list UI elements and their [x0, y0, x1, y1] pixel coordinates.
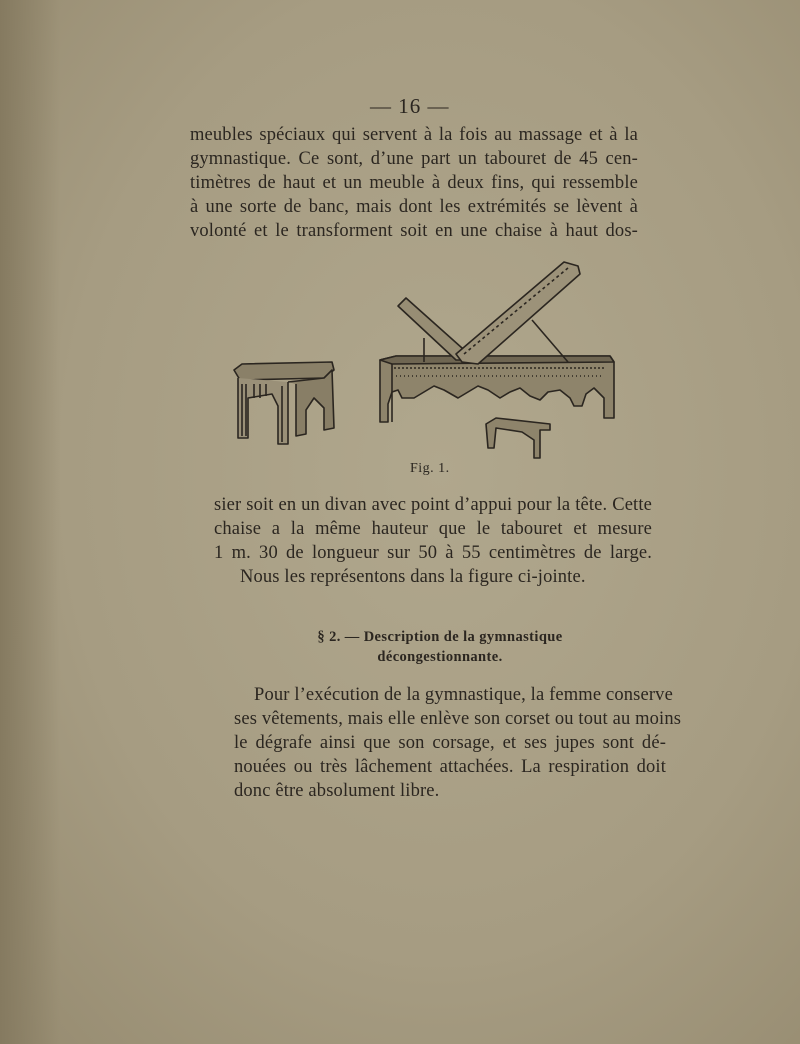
text-line: ses vêtements, mais elle enlève son corset ou tout au moins [234, 709, 682, 729]
paragraph-1 [190, 123, 638, 243]
text-line: Pour l’exécution de la gymnastique, la femme conserve [254, 685, 673, 705]
text-line: nouées ou très lâchement attachées. La respiration doit [234, 757, 666, 777]
section-heading-line: décongestionnante. [377, 649, 503, 665]
text-line: chaise a la même hauteur que le tabouret et mesure [214, 519, 652, 539]
page-number: — 16 — [370, 94, 450, 118]
paragraph-2 [214, 493, 652, 589]
text-line: Nous les représentons dans la figure ci-jointe. [240, 567, 586, 587]
text-line: meubles spéciaux qui servent à la fois au massage et à la [190, 125, 638, 145]
text-line: gymnastique. Ce sont, d’une part un tabouret de 45 cen- [190, 149, 638, 169]
section-heading [0, 627, 800, 667]
text-line: volonté et le transforment soit en une chaise à haut dos- [190, 221, 638, 241]
bench-drawing [380, 262, 614, 458]
text-line: timètres de haut et un meuble à deux fins, qui ressemble [190, 173, 638, 193]
section-heading-line: § 2. — Description de la gymnastique [317, 629, 563, 645]
paragraph-3 [234, 683, 682, 803]
stool-drawing [234, 362, 334, 444]
text-line: donc être absolument libre. [234, 781, 440, 801]
text-line: 1 m. 30 de longueur sur 50 à 55 centimètres de large. [214, 543, 652, 563]
text-line: à une sorte de banc, mais dont les extrémités se lèvent à [190, 197, 638, 217]
text-line: sier soit en un divan avec point d’appui pour la tête. Cette [214, 495, 652, 515]
figure-caption: Fig. 1. [410, 461, 450, 476]
text-line: le dégrafe ainsi que son corsage, et ses jupes sont dé- [234, 733, 666, 753]
figure-furniture-illustration [228, 258, 622, 464]
